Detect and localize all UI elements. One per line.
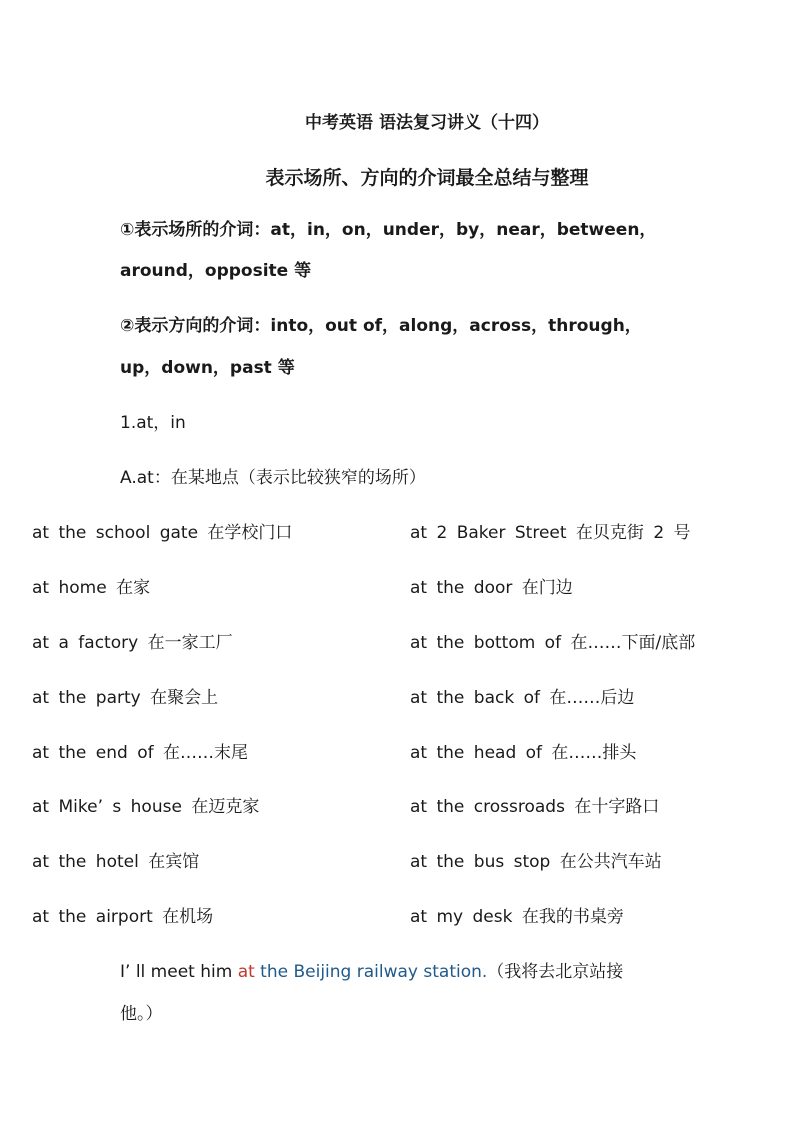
phrase-right: at the crossroads 在十字路口 [410,797,660,817]
document-title: 中考英语 语法复习讲义（十四） [305,113,549,133]
example-prefix: I’ ll meet him [120,962,238,982]
phrase-right: at the bus stop 在公共汽车站 [410,852,662,872]
example-translation-1: （我将去北京站接 [487,962,624,982]
phrase-right: at the bottom of 在……下面/底部 [410,633,696,653]
example-preposition: at [237,962,255,982]
phrase-right: at 2 Baker Street 在贝克街 2 号 [410,523,691,543]
direction-prepositions-line-2: up，down，past 等 [120,358,295,378]
phrase-left: at the airport 在机场 [32,907,214,927]
phrase-left: at Mike’ s house 在迈克家 [32,797,260,817]
phrase-left: at the party 在聚会上 [32,688,219,708]
section-heading: 1.at，in [120,413,186,433]
phrase-left: at home 在家 [32,578,151,598]
place-prepositions-line-2: around，opposite 等 [120,261,312,281]
direction-prepositions-line-1: ②表示方向的介词：into，out of，along，across，through， [120,316,642,336]
phrase-right: at the head of 在……排头 [410,743,637,763]
phrase-left: at the school gate 在学校门口 [32,523,293,543]
phrase-left: at a factory 在一家工厂 [32,633,233,653]
example-place: the Beijing railway station. [254,962,488,982]
phrase-right: at the back of 在……后边 [410,688,635,708]
phrase-right: at my desk 在我的书桌旁 [410,907,624,927]
phrase-right: at the door 在门边 [410,578,573,598]
subsection-heading: A.at：在某地点（表示比较狭窄的场所） [120,468,426,488]
phrase-left: at the end of 在……末尾 [32,743,249,763]
example-sentence [120,961,623,983]
phrase-left: at the hotel 在宾馆 [32,852,200,872]
example-translation-continued: 他。） [120,1004,163,1024]
place-prepositions-line-1: ①表示场所的介词：at，in，on，under，by，near，between， [120,220,657,240]
document-subtitle: 表示场所、方向的介词最全总结与整理 [265,167,589,189]
